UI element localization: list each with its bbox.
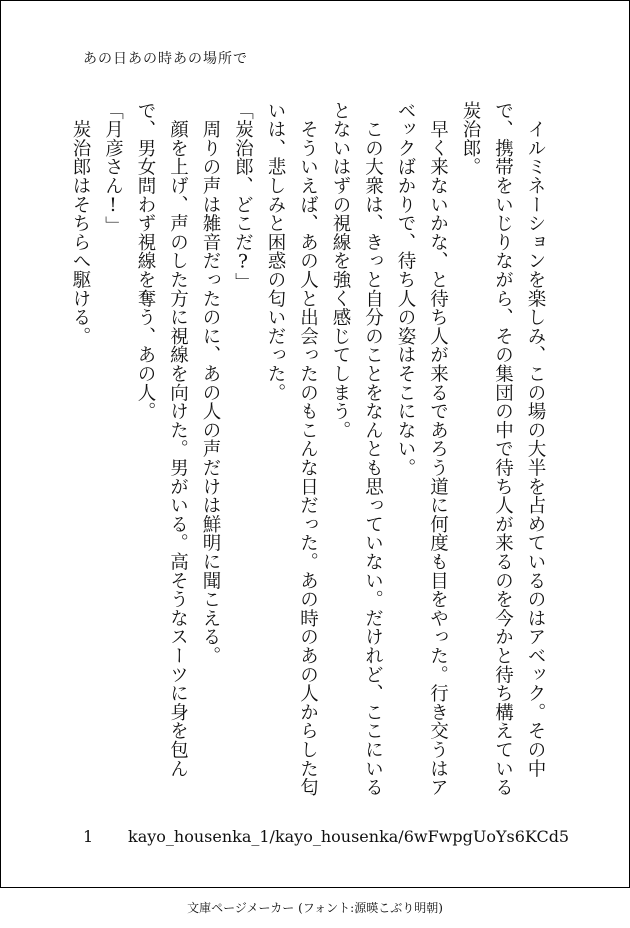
dialogue-line: 「炭治郎、どこだ?」 [232,101,254,292]
paragraph: 炭治郎はそちらへ駆ける。 [70,101,91,346]
paragraph: 顔を上げ、声のした方に視線を向けた。男がいる。高そうなスーツに身を包んで、男女問わず視線を奪う、あの人。 [135,101,189,778]
paragraph: イルミネーションを楽しみ、この場の大半を占めているのはアベック。その中で、携帯をいじりながら、その集団の中で待ち人が来るのを今かと待ち構えている炭治郎。 [460,101,546,797]
paragraph: この大衆は、きっと自分のことをなんとも思っていない。だけれど、ここにいるとないはずの視線を強く感じてしまう。 [330,101,384,797]
page-number: 1 [83,827,94,846]
paragraph: そういえば、あの人と出会ったのもこんな日だった。あの時のあの人からした匂いは、悲しみと困惑の匂いだった。 [265,101,319,797]
dialogue-line: 「月彦さん!」 [102,101,124,236]
source-path: kayo_housenka_1/kayo_housenka/6wFwpgUoYs6KCd5 [128,827,570,846]
page-title: あの日あの時あの場所で [83,51,248,67]
paragraph: 周りの声は雑音だったのに、あの人の声だけは鮮明に聞こえる。 [200,101,221,665]
story-body [64,101,552,801]
footer-credit: 文庫ページメーカー (フォント:源暎こぶり明朝) [187,901,443,915]
paragraph: 早く来ないかな、と待ち人が来るであろう道に何度も目をやった。行き交うはアベックばかりで、待ち人の姿はそこにない。 [395,101,449,797]
